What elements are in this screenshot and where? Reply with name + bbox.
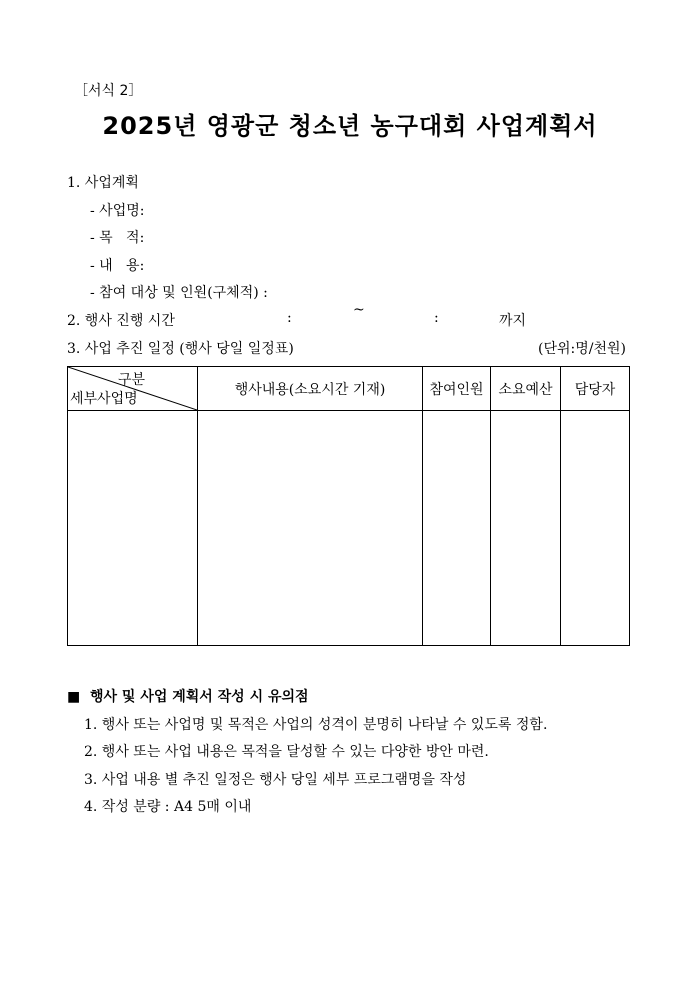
section1-heading: 1. 사업계획 (67, 175, 139, 191)
table-header-row (68, 367, 630, 411)
cell-manager[interactable] (561, 411, 630, 646)
time-until: 까지 (499, 313, 527, 329)
unit-label: (단위:명/천원) (538, 341, 626, 357)
form-number: ［서식 2］ (74, 83, 143, 99)
header-event-content: 행사내용(소요시간 기재) (198, 367, 423, 411)
header-subproject: 세부사업명 (70, 391, 138, 407)
notes-heading: ■ 행사 및 사업 계획서 작성 시 유의점 (67, 689, 309, 705)
section3-heading: 3. 사업 추진 일정 (행사 당일 일정표) (67, 341, 294, 357)
cell-budget[interactable] (491, 411, 561, 646)
section2-heading: 2. 행사 진행 시간 (67, 313, 175, 329)
note-item: 2. 행사 또는 사업 내용은 목적을 달성할 수 있는 다양한 방안 마련. (84, 744, 489, 760)
header-budget: 소요예산 (491, 367, 561, 411)
item-participants: - 참여 대상 및 인원(구체적) : (90, 285, 268, 301)
cell-participants[interactable] (423, 411, 491, 646)
table-row (68, 411, 630, 646)
note-item: 3. 사업 내용 별 추진 일정은 행사 당일 세부 프로그램명을 작성 (84, 772, 467, 788)
time-colon-start: : (287, 310, 292, 326)
header-participants: 참여인원 (423, 367, 491, 411)
header-category: 구분 (117, 372, 145, 388)
cell-subproject[interactable] (68, 411, 198, 646)
item-purpose: - 목 적: (90, 230, 145, 246)
time-colon-end: : (434, 310, 439, 326)
note-item: 1. 행사 또는 사업명 및 목적은 사업의 성격이 분명히 나타날 수 있도록 정함. (84, 717, 548, 733)
page-title: 2025년 영광군 청소년 농구대회 사업계획서 (102, 112, 598, 140)
schedule-table (67, 366, 630, 646)
note-item: 4. 작성 분량 : A4 5매 이내 (84, 799, 252, 815)
time-tilde: ~ (353, 302, 365, 318)
header-manager: 담당자 (561, 367, 630, 411)
cell-event-content[interactable] (198, 411, 423, 646)
item-project-name: - 사업명: (90, 203, 145, 219)
item-content: - 내 용: (90, 258, 145, 274)
diagonal-header-cell (68, 367, 198, 411)
